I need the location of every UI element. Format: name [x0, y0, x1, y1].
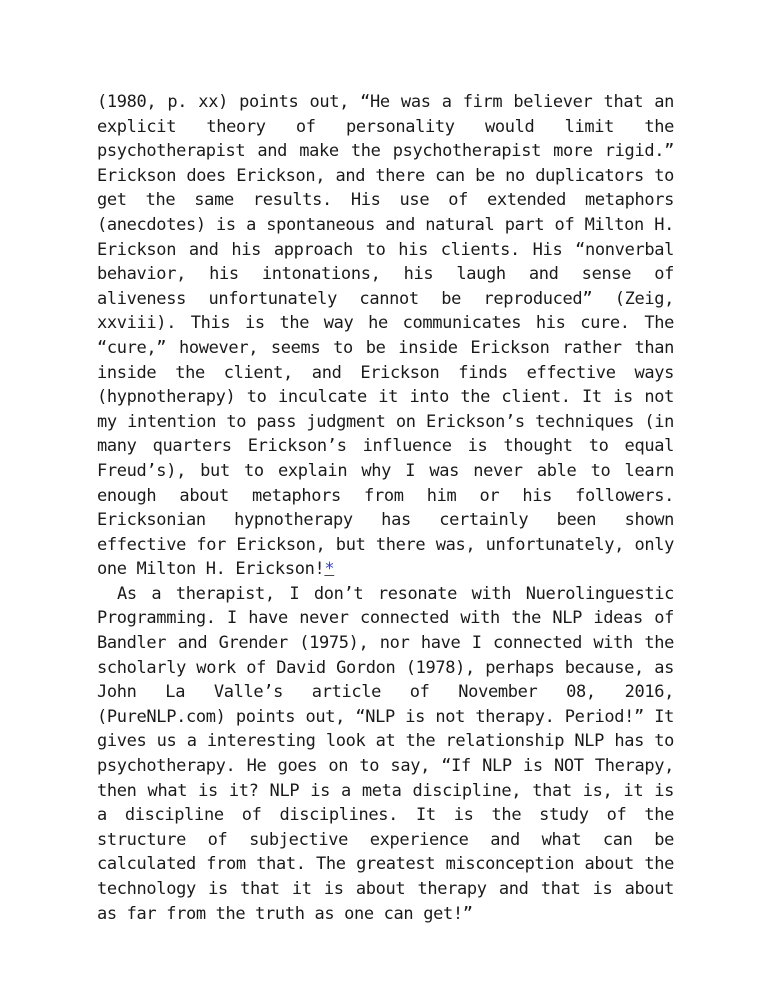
paragraph-erickson-text: (1980, p. xx) points out, “He was a firm believer that an explicit theory of personality would limit the psychotherapist and make the psychotherapist more rigid.” Erickson does Erickson, and there can be no duplicators to get the same results. His use of extended metaphors (anecdotes) is a spontaneous and natural part of Milton H. Erickson and his approach to his clients. His “nonverbal behavior, his intonations, his laugh and sense of aliveness unfortunately cannot be reproduced” (Zeig, xxviii). This is the way he communicates his cure. The “cure,” however, seems to be inside Erickson rather than inside the client, and Erickson finds effective ways (hypnotherapy) to inculcate it into the client. It is not my intention to pass judgment on Erickson’s techniques (in many quarters Erickson’s influence is thought to equal Freud’s), but to explain why I was never able to learn enough about metaphors from him or his followers. Ericksonian hypnotherapy has certainly been shown effective for Erickson, but there was, unfortunately, only one Milton H. Erickson! — [97, 92, 674, 580]
paragraph-erickson — [97, 90, 674, 582]
paragraph-nlp-text: As a therapist, I don’t resonate with Nuerolinguestic Programming. I have never connected with the NLP ideas of Bandler and Grender (1975), nor have I connected with the scholarly work of David Gordon (1978), perhaps because, as John La Valle’s article of November 08, 2016, (PureNLP.com) points out, “NLP is not therapy. Period!” It gives us a interesting look at the relationship NLP has to psychotherapy. He goes on to say, “If NLP is NOT Therapy, then what is it? NLP is a meta discipline, that is, it is a discipline of disciplines. It is the study of the structure of subjective experience and what can be calculated from that. The greatest misconception about the technology is that it is about therapy and that is about as far from the truth as one can get!” — [97, 583, 674, 924]
footnote-link[interactable]: * — [324, 559, 335, 580]
paragraph-nlp — [97, 582, 674, 926]
document-page — [97, 90, 674, 926]
